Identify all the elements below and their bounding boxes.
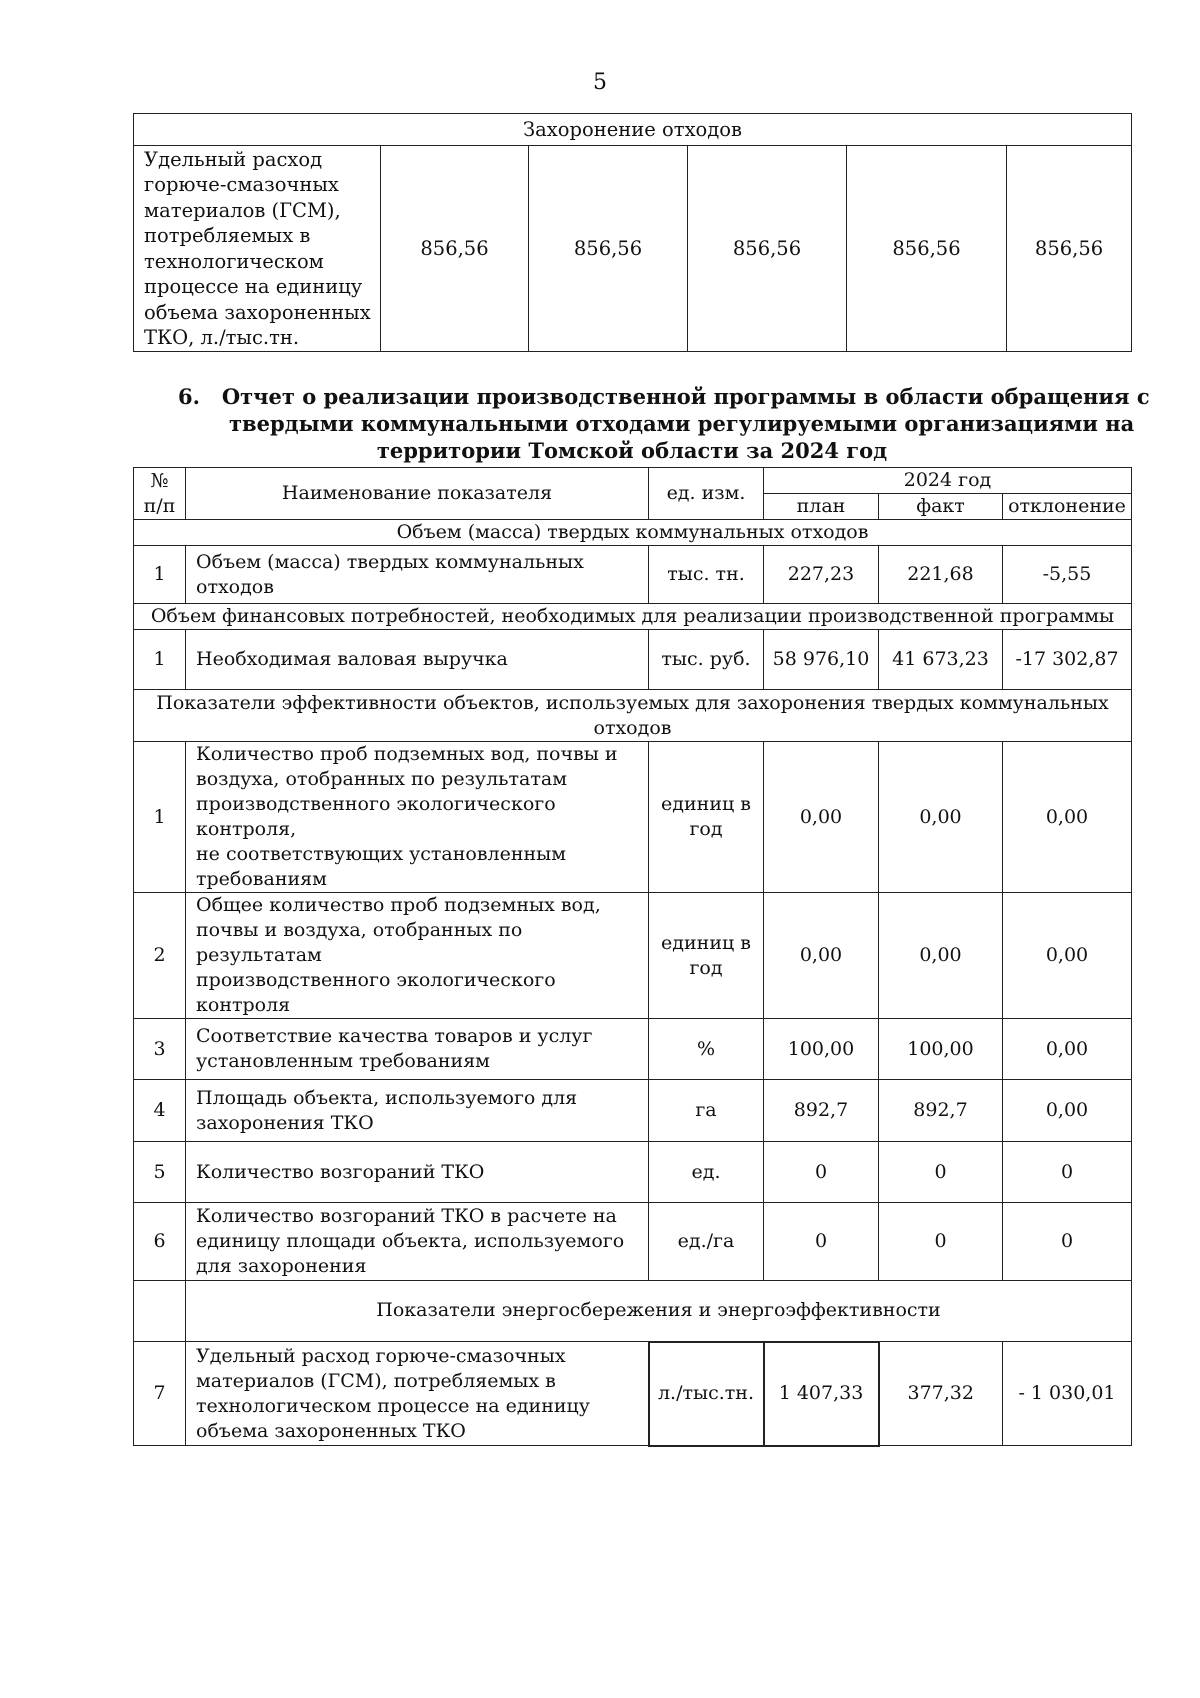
- row-fact: 892,7: [879, 1080, 1003, 1142]
- row-plan: 227,23: [764, 546, 879, 604]
- header-name: Наименование показателя: [186, 468, 649, 520]
- row-name: Площадь объекта, используемого для захоронения ТКО: [186, 1080, 649, 1142]
- row-name: Количество возгораний ТКО в расчете на единицу площади объекта, используемого для захоронения: [186, 1203, 649, 1281]
- row-unit: тыс. руб.: [649, 630, 764, 690]
- row-name: Соответствие качества товаров и услуг установленным требованиям: [186, 1019, 649, 1080]
- row-unit: ед.: [649, 1142, 764, 1203]
- row-name: Объем (масса) твердых коммунальных отходов: [186, 546, 649, 604]
- row-unit: л./тыс.тн.: [649, 1342, 764, 1446]
- row-deviation: -5,55: [1003, 546, 1132, 604]
- row-deviation: 0: [1003, 1142, 1132, 1203]
- row-plan: 892,7: [764, 1080, 879, 1142]
- row-name: Общее количество проб подземных вод, почвы и воздуха, отобранных по результатам производственного экологического контроля: [186, 893, 649, 1019]
- row-deviation: 0: [1003, 1203, 1132, 1281]
- row-fact: 0: [879, 1142, 1003, 1203]
- row-fact: 0: [879, 1203, 1003, 1281]
- header-deviation: отклонение: [1003, 494, 1132, 520]
- header-unit: ед. изм.: [649, 468, 764, 520]
- row-fact: 41 673,23: [879, 630, 1003, 690]
- table1-header: Захоронение отходов: [134, 114, 1132, 146]
- row-num: 1: [134, 546, 186, 604]
- row-deviation: 0,00: [1003, 1019, 1132, 1080]
- section-title: [133, 383, 1150, 464]
- row-fact: 100,00: [879, 1019, 1003, 1080]
- row-num: 6: [134, 1203, 186, 1281]
- row-unit: тыс. тн.: [649, 546, 764, 604]
- empty-cell: [134, 1281, 186, 1342]
- table1-value: 856,56: [381, 146, 529, 352]
- header-year: 2024 год: [764, 468, 1132, 494]
- row-plan: 1 407,33: [764, 1342, 879, 1446]
- row-deviation: 0,00: [1003, 1080, 1132, 1142]
- table1-value: 856,56: [847, 146, 1007, 352]
- row-num: 1: [134, 630, 186, 690]
- row-plan: 0,00: [764, 893, 879, 1019]
- row-deviation: -17 302,87: [1003, 630, 1132, 690]
- row-num: 3: [134, 1019, 186, 1080]
- table1-row-label: Удельный расход горюче-смазочных материалов (ГСМ), потребляемых в технологическом процессе на единицу объема захороненных ТКО, л./тыс.тн.: [134, 146, 381, 352]
- header-num: № п/п: [134, 468, 186, 520]
- group-title-volume: Объем (масса) твердых коммунальных отходов: [134, 520, 1132, 546]
- row-num: 4: [134, 1080, 186, 1142]
- row-deviation: 0,00: [1003, 893, 1132, 1019]
- row-deviation: 0,00: [1003, 742, 1132, 893]
- row-fact: 0,00: [879, 893, 1003, 1019]
- row-deviation: - 1 030,01: [1003, 1342, 1132, 1446]
- table1-value: 856,56: [1007, 146, 1132, 352]
- row-num: 2: [134, 893, 186, 1019]
- row-fact: 0,00: [879, 742, 1003, 893]
- row-plan: 0: [764, 1203, 879, 1281]
- group-title-finance: Объем финансовых потребностей, необходимых для реализации производственной программы: [134, 604, 1132, 630]
- group-title-efficiency: Показатели эффективности объектов, используемых для захоронения твердых коммунальных отходов: [134, 690, 1132, 742]
- row-name: Удельный расход горюче-смазочных материалов (ГСМ), потребляемых в технологическом процессе на единицу объема захороненных ТКО: [186, 1342, 649, 1446]
- page-number: 5: [593, 70, 607, 95]
- row-name: Необходимая валовая выручка: [186, 630, 649, 690]
- row-unit: ед./га: [649, 1203, 764, 1281]
- group-title-energy: Показатели энергосбережения и энергоэффективности: [186, 1281, 1132, 1342]
- table1-value: 856,56: [529, 146, 688, 352]
- row-fact: 221,68: [879, 546, 1003, 604]
- row-name: Количество проб подземных вод, почвы и воздуха, отобранных по результатам производственного экологического контроля, не соответствующих установленным требованиям: [186, 742, 649, 893]
- row-num: 1: [134, 742, 186, 893]
- row-plan: 0,00: [764, 742, 879, 893]
- row-unit: единиц в год: [649, 742, 764, 893]
- row-num: 7: [134, 1342, 186, 1446]
- row-plan: 100,00: [764, 1019, 879, 1080]
- row-unit: га: [649, 1080, 764, 1142]
- section-number: 6.: [178, 384, 200, 409]
- section-title-line2: твердыми коммунальными отходами регулируемыми организациями на: [229, 411, 1135, 436]
- row-fact: 377,32: [879, 1342, 1003, 1446]
- row-plan: 58 976,10: [764, 630, 879, 690]
- row-plan: 0: [764, 1142, 879, 1203]
- row-name: Количество возгораний ТКО: [186, 1142, 649, 1203]
- row-unit: единиц в год: [649, 893, 764, 1019]
- header-plan: план: [764, 494, 879, 520]
- section-title-line1: Отчет о реализации производственной программы в области обращения с: [221, 384, 1150, 409]
- header-fact: факт: [879, 494, 1003, 520]
- table1-value: 856,56: [688, 146, 847, 352]
- program-report-table: [133, 467, 1132, 1447]
- waste-disposal-table: [133, 113, 1132, 352]
- row-num: 5: [134, 1142, 186, 1203]
- row-unit: %: [649, 1019, 764, 1080]
- section-title-line3: территории Томской области за 2024 год: [376, 438, 888, 463]
